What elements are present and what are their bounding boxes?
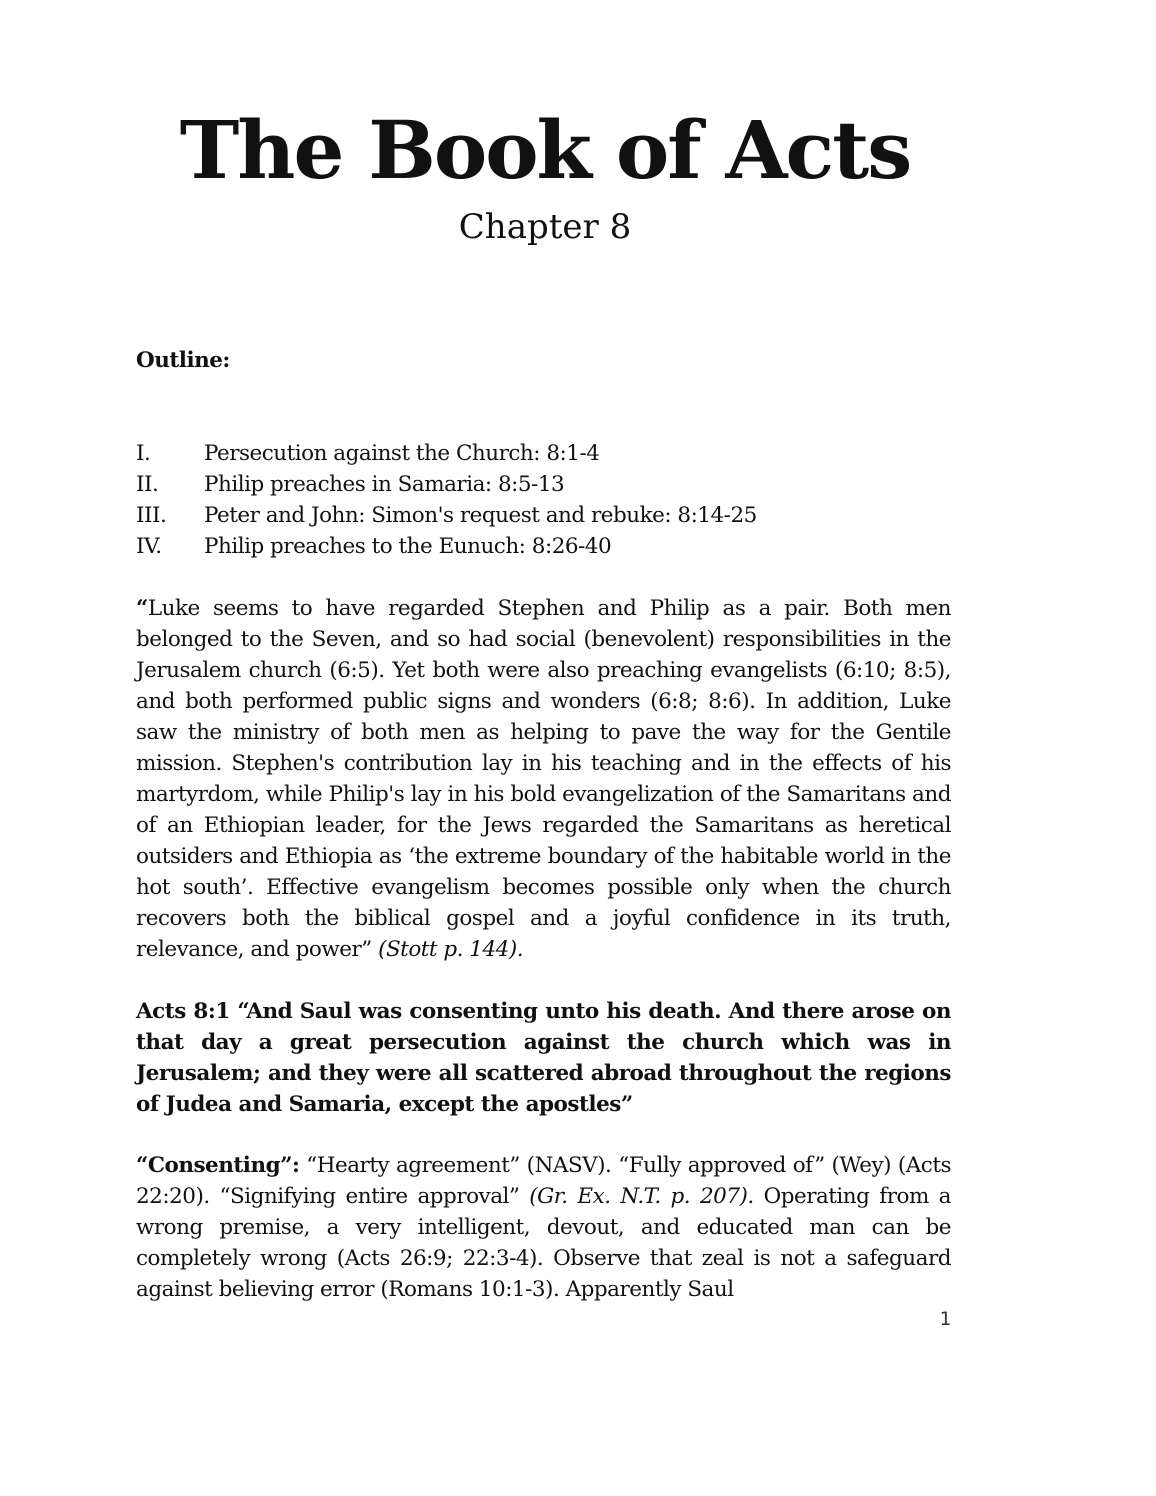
consenting-text-1: “Hearty agreement” (NASV). “Fully approved of” (Wey) (Acts 22:20). “Signifying entire approval” xyxy=(136,1153,951,1209)
consenting-paragraph xyxy=(136,1150,951,1305)
consenting-term: “Consenting”: xyxy=(136,1153,300,1178)
outline-item xyxy=(136,531,951,562)
stott-quote-paragraph xyxy=(136,593,951,965)
outline-item xyxy=(136,469,951,500)
quote-open-mark: “ xyxy=(136,596,148,621)
outline-item-number: I. xyxy=(136,441,151,466)
outline-item-number: III. xyxy=(136,503,167,528)
page-title: The Book of Acts xyxy=(179,103,911,197)
outline-item-text: Philip preaches in Samaria: 8:5-13 xyxy=(204,472,565,497)
consenting-text-2: Operating from a wrong premise, a very intelligent, devout, and educated man can be completely wrong (Acts 26:9; 22:3-4). Observe that zeal is not a safeguard against believing error (Romans 10:1-3). Apparently Saul xyxy=(136,1184,951,1302)
outline-heading: Outline: xyxy=(136,348,230,373)
outline-item xyxy=(136,500,951,531)
page-number: 1 xyxy=(939,1308,951,1330)
outline-item-number: IV. xyxy=(136,534,162,559)
quote-citation: (Stott p. 144). xyxy=(378,937,524,962)
verse-text: Acts 8:1 “And Saul was consenting unto his death. And there arose on that day a great persecution against the church which was in Jerusalem; and they were all scattered abroad throughout the regions of Judea and Samaria, except the apostles” xyxy=(136,999,951,1117)
outline-item-text: Persecution against the Church: 8:1-4 xyxy=(204,441,600,466)
verse-paragraph xyxy=(136,996,951,1120)
outline-item-number: II. xyxy=(136,472,159,497)
consenting-citation: (Gr. Ex. N.T. p. 207). xyxy=(529,1184,754,1209)
chapter-subtitle: Chapter 8 xyxy=(458,207,632,247)
outline-item xyxy=(136,438,951,469)
outline-list xyxy=(136,438,951,562)
outline-item-text: Peter and John: Simon's request and rebuke: 8:14-25 xyxy=(204,503,757,528)
outline-item-text: Philip preaches to the Eunuch: 8:26-40 xyxy=(204,534,612,559)
quote-text: Luke seems to have regarded Stephen and Philip as a pair. Both men belonged to the Seven, and so had social (benevolent) responsibilities in the Jerusalem church (6:5). Yet both were also preaching evangelists (6:10; 8:5), and both performed public signs and wonders (6:8; 8:6). In addition, Luke saw the ministry of both men as helping to pave the way for the Gentile mission. Stephen's contribution lay in his teaching and in the effects of his martyrdom, while Philip's lay in his bold evangelization of the Samaritans and of an Ethiopian leader, for the Jews regarded the Samaritans as heretical outsiders and Ethiopia as ‘the extreme boundary of the habitable world in the hot south’. Effective evangelism becomes possible only when the church recovers both the biblical gospel and a joyful confidence in its truth, relevance, and power” xyxy=(136,596,951,962)
